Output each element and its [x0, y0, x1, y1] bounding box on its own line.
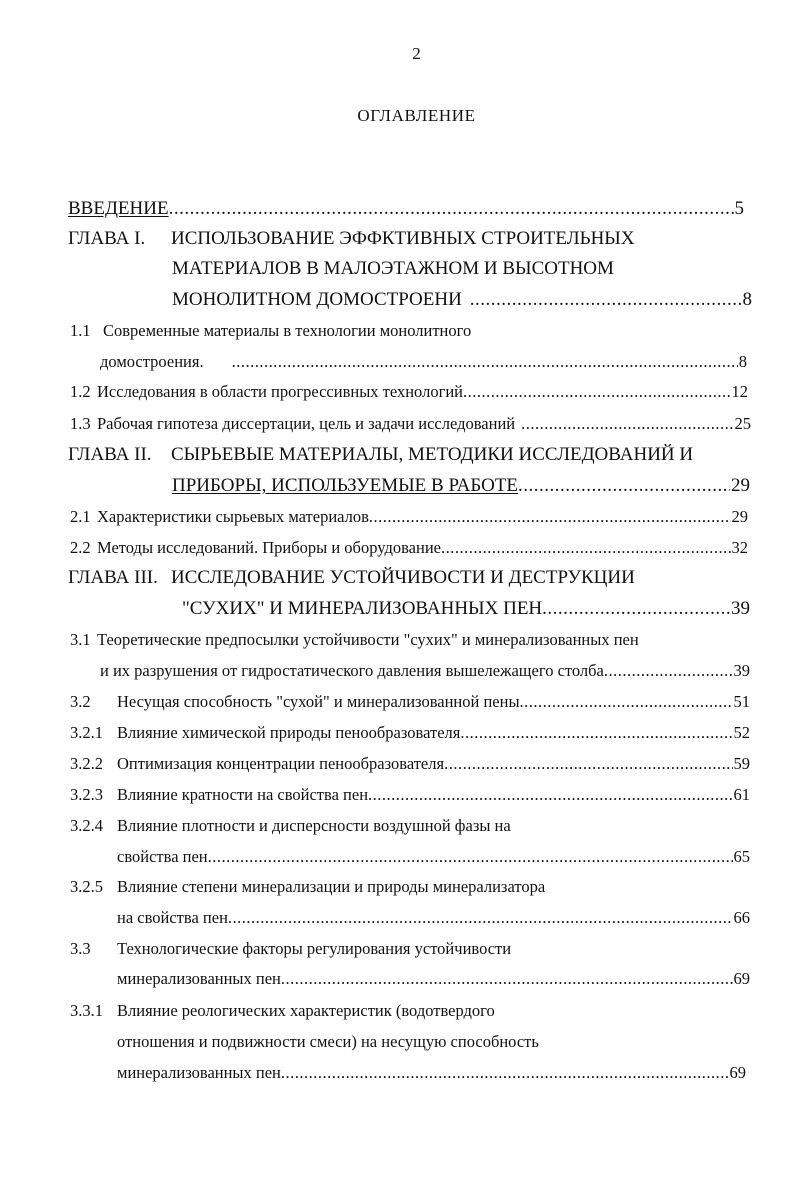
entry-page: 69 — [733, 969, 750, 988]
toc-entry-3-3-1-line-2 — [117, 1032, 750, 1058]
entry-page: 66 — [733, 908, 750, 927]
toc-entry-2-1[interactable] — [70, 507, 748, 533]
entry-page: 59 — [733, 754, 750, 773]
dot-leader — [518, 475, 730, 497]
toc-heading: ОГЛАВЛЕНИЕ — [357, 106, 476, 125]
toc-entry-3-3-1-line-3 — [117, 1063, 746, 1089]
toc-entry-2-2[interactable] — [70, 538, 748, 564]
toc-entry-3-1-line-2 — [100, 661, 750, 687]
dot-leader — [368, 785, 732, 805]
dot-leader — [542, 598, 730, 620]
section-number: 2.1 — [70, 507, 91, 526]
section-number: 3.1 — [70, 630, 91, 649]
section-number: 1.3 — [70, 414, 91, 433]
section-title-line-2: свойства пен — [117, 847, 208, 866]
section-title-line-2: минерализованных пен — [117, 969, 281, 988]
chapter-label: ГЛАВА I. — [68, 228, 146, 249]
entry-page: 65 — [733, 847, 750, 866]
section-title-line-1: Теоретические предпосылки устойчивости "сухих" и минерализованных пен — [97, 630, 639, 649]
chapter-title-line-1: СЫРЬЕВЫЕ МАТЕРИАЛЫ, МЕТОДИКИ ИССЛЕДОВАНИЙ И — [171, 444, 694, 465]
dot-leader — [228, 908, 733, 928]
section-number: 2.2 — [70, 538, 91, 557]
entry-page: 69 — [729, 1063, 746, 1082]
toc-entry-1-1[interactable] — [70, 321, 750, 347]
toc-entry-chapter-3-line-2 — [182, 598, 750, 624]
toc-entry-3-2-2[interactable] — [70, 754, 750, 780]
toc-entry-3-2-1[interactable] — [70, 723, 750, 749]
entry-page: 8 — [742, 289, 752, 310]
section-title-line-2: отношения и подвижности смеси) на несущую способность — [117, 1032, 539, 1051]
section-title: Характеристики сырьевых материалов — [97, 507, 369, 526]
section-title: Влияние кратности на свойства пен — [117, 785, 369, 804]
section-title: Исследования в области прогрессивных технологий — [97, 382, 463, 401]
chapter-title-line-1: ИСПОЛЬЗОВАНИЕ ЭФФКТИВНЫХ СТРОИТЕЛЬНЫХ — [171, 228, 635, 249]
chapter-title-line-3: МОНОЛИТНОМ ДОМОСТРОЕНИ — [172, 289, 462, 310]
dot-leader — [369, 507, 731, 527]
toc-entry-chapter-2-line-2 — [172, 475, 750, 501]
dot-leader — [463, 382, 731, 402]
chapter-label: ГЛАВА II. — [68, 444, 152, 465]
chapter-label: ГЛАВА III. — [68, 567, 158, 588]
toc-entry-3-2-5-line-2 — [117, 908, 750, 934]
toc-entry-3-2-4[interactable] — [70, 816, 750, 842]
section-number: 3.2.4 — [70, 816, 103, 835]
section-title: Оптимизация концентрации пенообразователя — [117, 754, 445, 773]
section-title-line-2: домостроения. — [100, 352, 204, 371]
entry-page: 52 — [733, 723, 750, 742]
toc-entry-3-3[interactable] — [70, 939, 750, 965]
section-number: 1.1 — [70, 321, 91, 340]
toc-entry-1-2[interactable] — [70, 382, 748, 408]
dot-leader — [441, 538, 731, 558]
toc-entry-chapter-3[interactable] — [68, 567, 768, 593]
dot-leader — [604, 661, 733, 681]
section-title: Влияние химической природы пенообразователя — [117, 723, 461, 742]
dot-leader — [444, 754, 732, 774]
section-number: 1.2 — [70, 382, 91, 401]
dot-leader — [208, 847, 733, 867]
section-title-line-1: Влияние реологических характеристик (водотвердого — [117, 1001, 495, 1020]
dot-leader — [520, 692, 733, 712]
entry-page: 29 — [731, 507, 748, 526]
entry-title: ВВЕДЕНИЕ — [68, 198, 169, 219]
toc-entry-1-3[interactable] — [70, 414, 751, 440]
toc-entry-chapter-1-line-3 — [172, 289, 752, 315]
toc-entry-3-3-line-2 — [117, 969, 750, 995]
dot-leader — [515, 414, 733, 434]
toc-entry-3-2-3[interactable] — [70, 785, 750, 811]
toc-entry-3-3-1[interactable] — [70, 1001, 750, 1027]
entry-page: 12 — [731, 382, 748, 401]
section-title-line-2: и их разрушения от гидростатического давления вышележащего столба — [100, 661, 604, 680]
entry-page: 32 — [731, 538, 748, 557]
section-number: 3.3 — [70, 939, 91, 958]
section-title: Несущая способность "сухой" и минерализованной пены — [117, 692, 520, 711]
section-title-line-1: Влияние степени минерализации и природы минерализатора — [117, 877, 546, 896]
toc-entry-intro[interactable] — [68, 198, 744, 224]
toc-entry-chapter-1-line-2 — [172, 258, 772, 284]
section-number: 3.2.3 — [70, 785, 103, 804]
toc-entry-chapter-2[interactable] — [68, 444, 788, 470]
dot-leader — [169, 198, 734, 220]
toc-entry-1-1-line-2 — [100, 352, 747, 378]
entry-page: 51 — [733, 692, 750, 711]
section-number: 3.2.5 — [70, 877, 103, 896]
chapter-title-line-2: МАТЕРИАЛОВ В МАЛОЭТАЖНОМ И ВЫСОТНОМ — [172, 258, 614, 279]
section-number: 3.2.1 — [70, 723, 103, 742]
section-title-line-3: минерализованных пен — [117, 1063, 281, 1082]
section-number: 3.2 — [70, 692, 91, 711]
entry-page: 39 — [731, 598, 750, 619]
chapter-title-line-2: "СУХИХ" И МИНЕРАЛИЗОВАННЫХ ПЕН — [182, 598, 543, 619]
toc-entry-chapter-1[interactable] — [68, 228, 768, 254]
section-title-line-1: Современные материалы в технологии монолитного — [103, 321, 472, 340]
entry-page: 8 — [738, 352, 747, 371]
section-title: Методы исследований. Приборы и оборудование — [97, 538, 441, 557]
entry-page: 25 — [734, 414, 751, 433]
dot-leader — [204, 352, 738, 372]
section-title-line-1: Влияние плотности и дисперсности воздушной фазы на — [117, 816, 511, 835]
section-title-line-1: Технологические факторы регулирования устойчивости — [117, 939, 512, 958]
chapter-title-line-2: ПРИБОРЫ, ИСПОЛЬЗУЕМЫЕ В РАБОТЕ — [172, 475, 519, 496]
section-title: Рабочая гипотеза диссертации, цель и задачи исследований — [97, 414, 516, 433]
entry-page: 29 — [731, 475, 750, 496]
dot-leader — [462, 289, 742, 311]
entry-page: 5 — [734, 198, 744, 219]
section-number: 3.2.2 — [70, 754, 103, 773]
toc-entry-3-2[interactable] — [70, 692, 750, 718]
toc-entry-3-1[interactable] — [70, 630, 790, 656]
toc-entry-3-2-4-line-2 — [117, 847, 750, 873]
entry-page: 61 — [733, 785, 750, 804]
section-title-line-2: на свойства пен — [117, 908, 228, 927]
entry-page: 39 — [733, 661, 750, 680]
toc-entry-3-2-5[interactable] — [70, 877, 750, 903]
section-number: 3.3.1 — [70, 1001, 103, 1020]
page-number: 2 — [412, 44, 421, 63]
dot-leader — [281, 969, 733, 989]
dot-leader — [460, 723, 732, 743]
dot-leader — [281, 1063, 729, 1083]
chapter-title-line-1: ИССЛЕДОВАНИЕ УСТОЙЧИВОСТИ И ДЕСТРУКЦИИ — [171, 567, 635, 588]
